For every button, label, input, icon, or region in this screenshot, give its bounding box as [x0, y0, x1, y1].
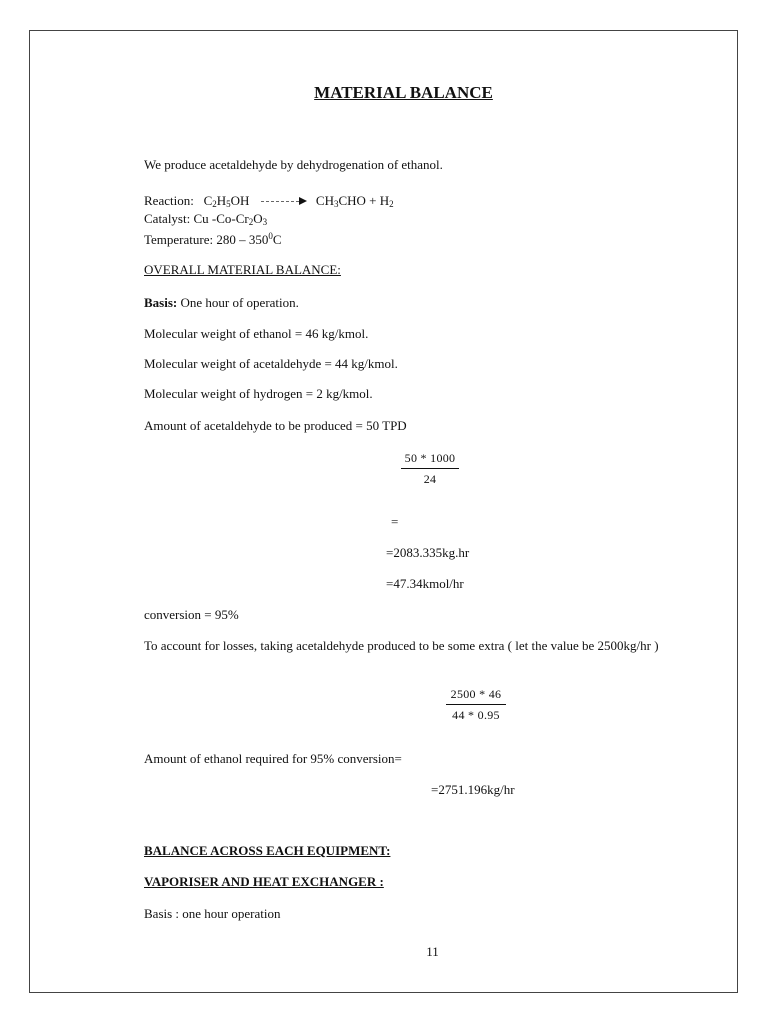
balance-equipment-heading: BALANCE ACROSS EACH EQUIPMENT: [144, 843, 391, 858]
mw-ethanol: Molecular weight of ethanol = 46 kg/kmol. [144, 326, 369, 341]
temperature-line: Temperature: $280 - 350^0C$ [144, 231, 282, 247]
fraction-ethanol-required: 2500 * 46 44 * 0.95 [446, 686, 506, 723]
reaction-label: Reaction: [144, 193, 194, 208]
basis-line: Basis: One hour of operation. [144, 295, 299, 310]
mw-hydrogen: Molecular weight of hydrogen = 2 kg/kmol. [144, 386, 373, 401]
amount-produced: Amount of acetaldehyde to be produced = 50 TPD [144, 418, 407, 433]
intro-text: We produce acetaldehyde by dehydrogenation of ethanol. [144, 157, 443, 172]
losses-paragraph: To account for losses, taking acetaldehyde produced to be some extra ( let the value be 2500kg/hr ) [144, 638, 659, 653]
product-formula: $CH_3CHO + H_2$ [315, 193, 394, 209]
fraction-production-rate: 50 * 1000 24 [401, 450, 459, 487]
reaction-line [144, 193, 394, 212]
catalyst-line: Catalyst: Cu $-Co-Cr_2O_3$ [144, 211, 268, 227]
reaction-arrow-icon [261, 197, 307, 207]
conversion-line: conversion = 95% [144, 607, 239, 622]
mw-acetaldehyde: Molecular weight of acetaldehyde = 44 kg/kmol. [144, 356, 398, 371]
result-molar-rate: =47.34kmol/hr [386, 576, 464, 591]
vaporiser-heading: VAPORISER AND HEAT EXCHANGER : [144, 874, 384, 889]
reactant-formula: $C_2H_5OH$ [203, 193, 250, 209]
overall-balance-heading: OVERALL MATERIAL BALANCE: [144, 262, 341, 277]
basis-one-hour: Basis : one hour operation [144, 906, 281, 921]
ethanol-required-line: Amount of ethanol required for 95% conversion= [144, 751, 402, 766]
page-number: 11 [426, 944, 439, 959]
page-title: MATERIAL BALANCE [314, 83, 493, 102]
page-frame [29, 30, 738, 993]
result-ethanol-rate: =2751.196kg/hr [431, 782, 515, 797]
equals-sign: = [391, 514, 399, 529]
result-mass-rate: =2083.335kg.hr [386, 545, 470, 560]
